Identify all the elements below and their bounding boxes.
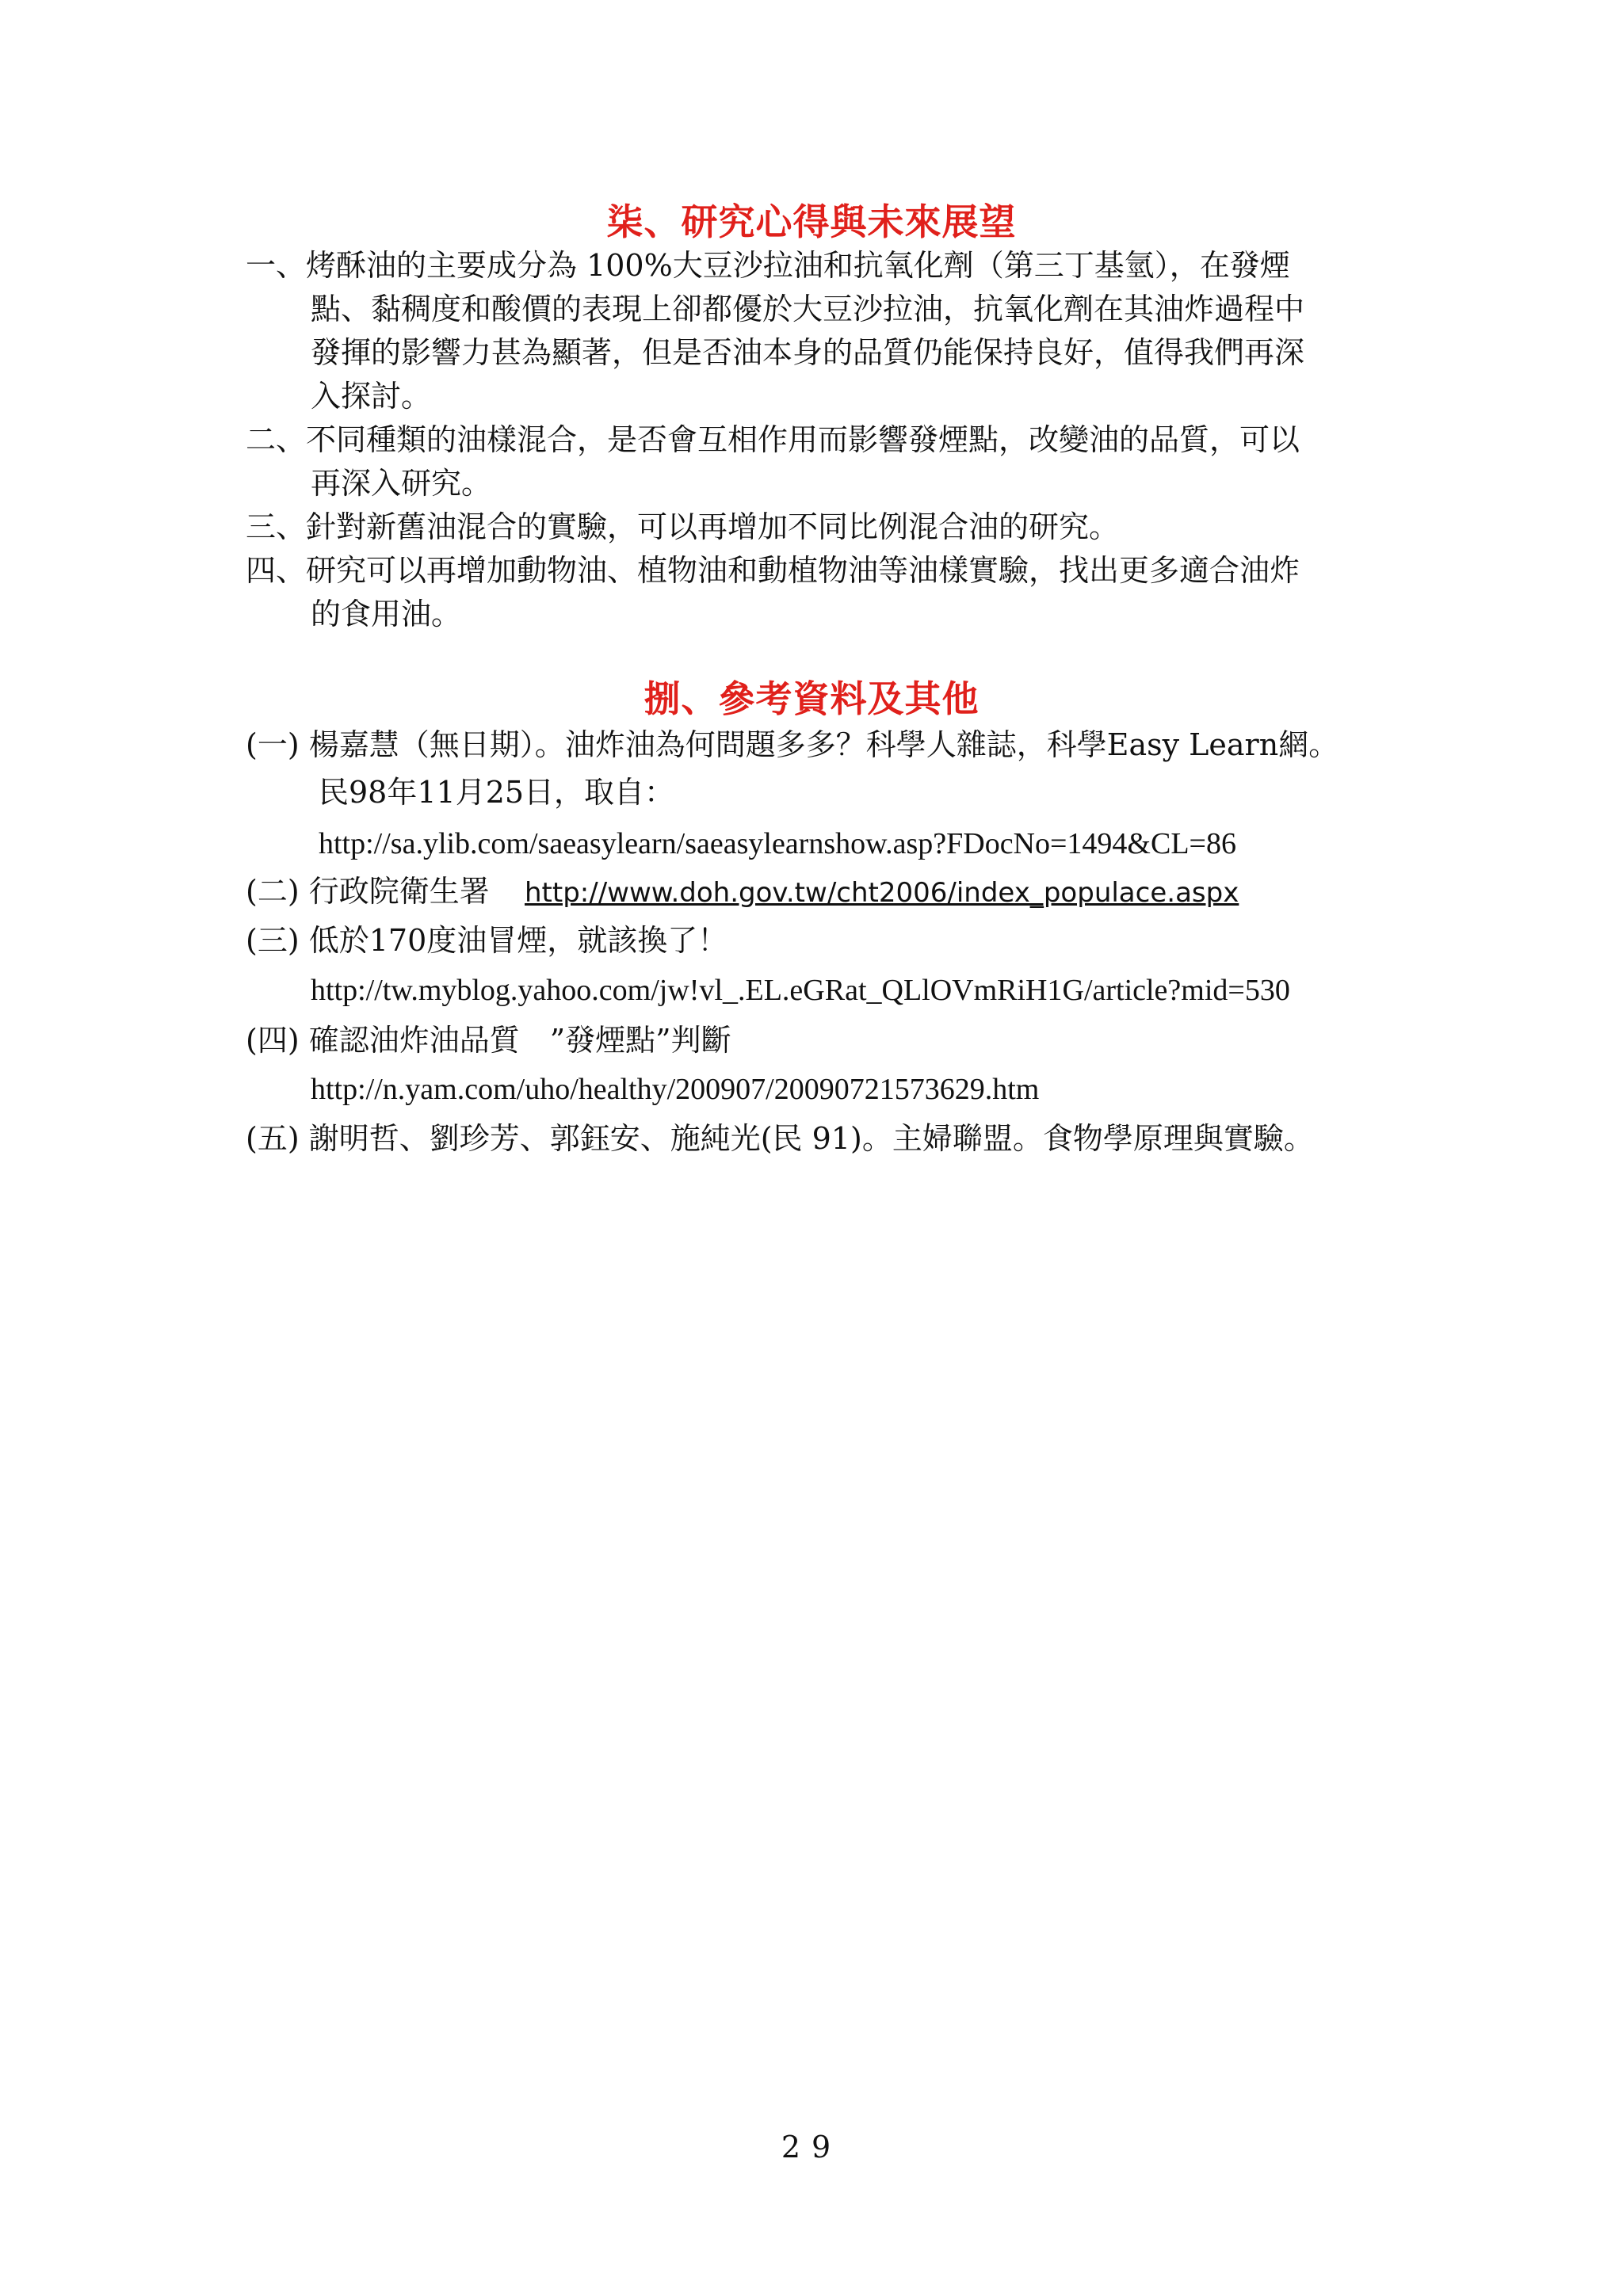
s7-item1-line4: 入探討。 <box>311 379 432 414</box>
section-8-heading: 捌、參考資料及其他 <box>643 677 980 720</box>
ref-4-text: (四) 確認油炸油品質 ”發煙點”判斷 <box>246 1023 731 1058</box>
s7-item1-line1: 一、烤酥油的主要成分為 100%大豆沙拉油和抗氧化劑（第三丁基氫），在發煙 <box>246 248 1290 283</box>
ref-3-url-link[interactable]: http://tw.myblog.yahoo.com/jw!vl_.EL.eGRat_QLlOVmRiH1G/article?mid=530 <box>311 974 1290 1007</box>
ref-1-url-link[interactable]: http://sa.ylib.com/saeasylearn/saeasylearnshow.asp?FDocNo=1494&CL=86 <box>319 827 1236 860</box>
s7-item1-line2: 點、黏稠度和酸價的表現上卻都優於大豆沙拉油，抗氧化劑在其油炸過程中 <box>311 292 1305 326</box>
ref-4-url-link[interactable]: http://n.yam.com/uho/healthy/200907/20090721573629.htm <box>311 1073 1040 1106</box>
ref-1-text: (一) 楊嘉慧（無日期）。油炸油為何問題多多？科學人雜誌，科學Easy Learn網。 <box>246 727 1339 762</box>
s7-item4-line1: 四、研究可以再增加動物油、植物油和動植物油等油樣實驗，找出更多適合油炸 <box>246 553 1300 588</box>
section-7-heading: 柒、研究心得與未來展望 <box>606 200 1017 243</box>
ref-3-text: (三) 低於170度油冒煙，就該換了！ <box>246 923 728 958</box>
page-number: 29 <box>781 2130 842 2164</box>
s7-item3-line1: 三、針對新舊油混合的實驗，可以再增加不同比例混合油的研究。 <box>246 509 1120 544</box>
s7-item2-line1: 二、不同種類的油樣混合，是否會互相作用而影響發煙點，改變油的品質，可以 <box>246 422 1300 457</box>
s7-item1-line3: 發揮的影響力甚為顯著，但是否油本身的品質仍能保持良好，值得我們再深 <box>311 335 1305 370</box>
s7-item2-line2: 再深入研究。 <box>311 466 492 501</box>
ref-2-url-link[interactable]: http://www.doh.gov.tw/cht2006/index_populace.aspx <box>525 877 1239 909</box>
ref-2-text: (二) 行政院衛生署 <box>246 874 490 909</box>
s7-item4-line2: 的食用油。 <box>311 597 462 631</box>
ref-5-text: (五) 謝明哲、劉珍芳、郭鈺安、施純光(民 91)。主婦聯盟。食物學原理與實驗。 <box>246 1121 1314 1156</box>
ref-1-continuation: 民98年11月25日，取自： <box>319 775 675 810</box>
